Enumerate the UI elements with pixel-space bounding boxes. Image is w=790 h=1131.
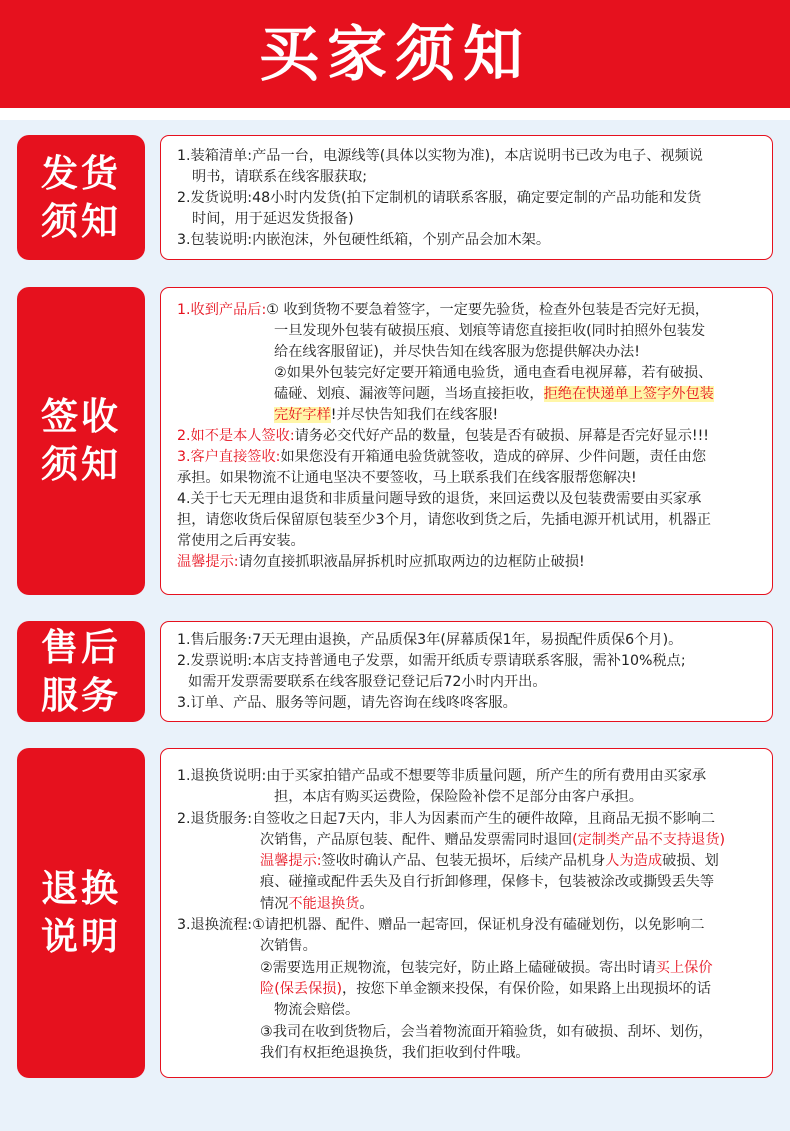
return-exchange-section [17,748,773,1078]
red-text: (定制类产品不支持退货) [572,831,726,848]
red-text: 1.收到产品后: [177,302,267,318]
receipt-notice-section [17,287,773,595]
text: 破损、划 [662,853,719,870]
text-line: 3.退换流程:①请把机器、配件、赠品一起寄回，保证机身没有磕碰划伤，以免影响二 [177,917,705,934]
label-line: 须知 [41,199,121,243]
red-text: 险(保丢保损) [260,980,343,997]
text-line: 如需开发票需要联系在线客服登记登记后72小时内开出。 [188,674,547,690]
red-text: 3.客户直接签收: [177,449,281,465]
text-line [177,447,756,468]
red-text: 不能退换货 [288,895,360,912]
after-sales-box [160,621,773,722]
text-line: 一旦发现外包装有破损压痕、划痕等请您直接拒收(同时拍照外包装发 [274,323,706,339]
text: ②需要选用正规物流，包装完好，防止路上磕碰破损。寄出时请 [260,959,656,976]
text-line: 常使用之后再安装。 [177,533,305,549]
text-line: 物流会赔偿。 [274,1002,360,1019]
return-exchange-box [160,748,773,1078]
text: 如果您没有开箱通电验货就签收，造成的碎屏、少件问题，责任由您 [280,449,707,465]
text-line: 1.退换货说明:由于买家拍错产品或不想要等非质量问题，所产生的所有费用由买家承 [177,768,707,784]
red-text: 人为造成 [605,853,663,870]
text-line [177,830,756,851]
shipping-notice-section [17,135,773,260]
label-line: 须知 [41,443,121,486]
text-line [177,384,756,405]
label-line: 退换 [41,867,121,910]
red-text: 温馨提示: [177,554,239,570]
text: ，按您下单金额来投保，有保价险，如果路上出现损坏的话 [342,980,711,997]
red-text: 买上保价 [655,959,713,976]
text-line: 次销售。 [260,938,317,955]
text-line [177,894,756,915]
page-title: 买家须知 [259,20,531,90]
text-line: 痕、碰撞或配件丢失及自行折卸修理，保修卡，包装被涂改或撕毁丢失等 [260,874,715,891]
receipt-notice-label [17,287,145,595]
text-line: 明书，请联系在线客服获取; [192,169,368,185]
divider [0,108,790,120]
label-line: 说明 [41,915,121,958]
text-line [177,300,756,321]
text-line: ③我司在收到货物后，会当着物流面开箱验货，如有破损、刮坏、划伤， [260,1023,713,1040]
label-line: 售后 [41,625,121,669]
text-line [177,426,756,447]
page-title-banner [0,0,790,108]
text-line: 时间，用于延迟发货报备) [192,211,354,227]
shipping-notice-label [17,135,145,260]
after-sales-section [17,621,773,722]
text: 。 [359,895,374,912]
label-line: 发货 [41,151,121,195]
text-line: 给在线客服留证)，并尽快告知在线客服为您提供解决办法! [274,344,640,360]
label-line: 签收 [41,395,121,438]
text: 签收时确认产品、包装无损坏，后续产品机身 [321,853,606,870]
label-line: 服务 [41,673,121,717]
text: 请务必交代好产品的数量，包装是否有破损、屏幕是否完好显示!!! [294,428,709,444]
text-line: 3.订单、产品、服务等问题，请先咨询在线咚咚客服。 [177,695,517,711]
red-text: 2.如不是本人签收: [177,428,295,444]
text: ① 收到货物不要急着签字，一定要先验货，检查外包装是否完好无损， [266,302,710,318]
return-exchange-label [17,748,145,1078]
highlight-text: 拒绝在快递单上签字外包装 [543,386,714,402]
red-text: 温馨提示: [260,853,322,870]
text: 磕碰、划痕、漏液等问题，当场直接拒收， [274,386,544,402]
shipping-notice-box [160,135,773,260]
text-line: 1.装箱清单:产品一台，电源线等(具体以实物为准)，本店说明书已改为电子、视频说 [177,148,703,164]
text-line: 担，请您收货后保留原包装至少3个月，请您收到货之后，先插电源开机试用，机器正 [177,512,711,528]
text: 情况 [260,895,289,912]
text-line: 1.售后服务:7天无理由退换，产品质保3年(屏幕质保1年，易损配件质保6个月)。 [177,632,683,648]
text-line [177,958,756,979]
text-line: 2.退货服务:自签收之日起7天内，非人为因素而产生的硬件故障，且商品无损不影响二 [177,810,716,827]
text-line: 3.包装说明:内嵌泡沫，外包硬性纸箱，个别产品会加木架。 [177,232,551,248]
text-line: 2.发货说明:48小时内发货(拍下定制机的请联系客服，确定要定制的产品功能和发货 [177,190,702,206]
receipt-notice-box [160,287,773,595]
text: !并尽快告知我们在线客服! [330,407,499,423]
after-sales-label [17,621,145,722]
text-line: 2.发票说明:本店支持普通电子发票，如需开纸质专票请联系客服，需补10%税点; [177,653,686,669]
text: 次销售，产品原包装、配件、赠品发票需同时退回 [260,831,573,848]
text-line [177,979,756,1000]
text-line: 我们有权拒绝退换货，我们拒收到付件哦。 [260,1044,530,1061]
text-line [177,552,756,573]
text-line: 4.关于七天无理由退货和非质量问题导致的退货，来回运费以及包装费需要由买家承 [177,491,702,507]
highlight-text: 完好字样 [274,407,331,423]
text-line: 承担。如果物流不让通电坚决不要签收，马上联系我们在线客服帮您解决! [177,470,637,486]
text-line: 担，本店有购买运费险，保险险补偿不足部分由客户承担。 [274,789,643,806]
text-line: ②如果外包装完好定要开箱通电验货，通电查看电视屏幕，若有破损、 [274,365,713,381]
text: 请勿直接抓职液晶屏拆机时应抓取两边的边框防止破损! [238,554,585,570]
text-line [177,851,756,872]
text-line [177,405,756,426]
